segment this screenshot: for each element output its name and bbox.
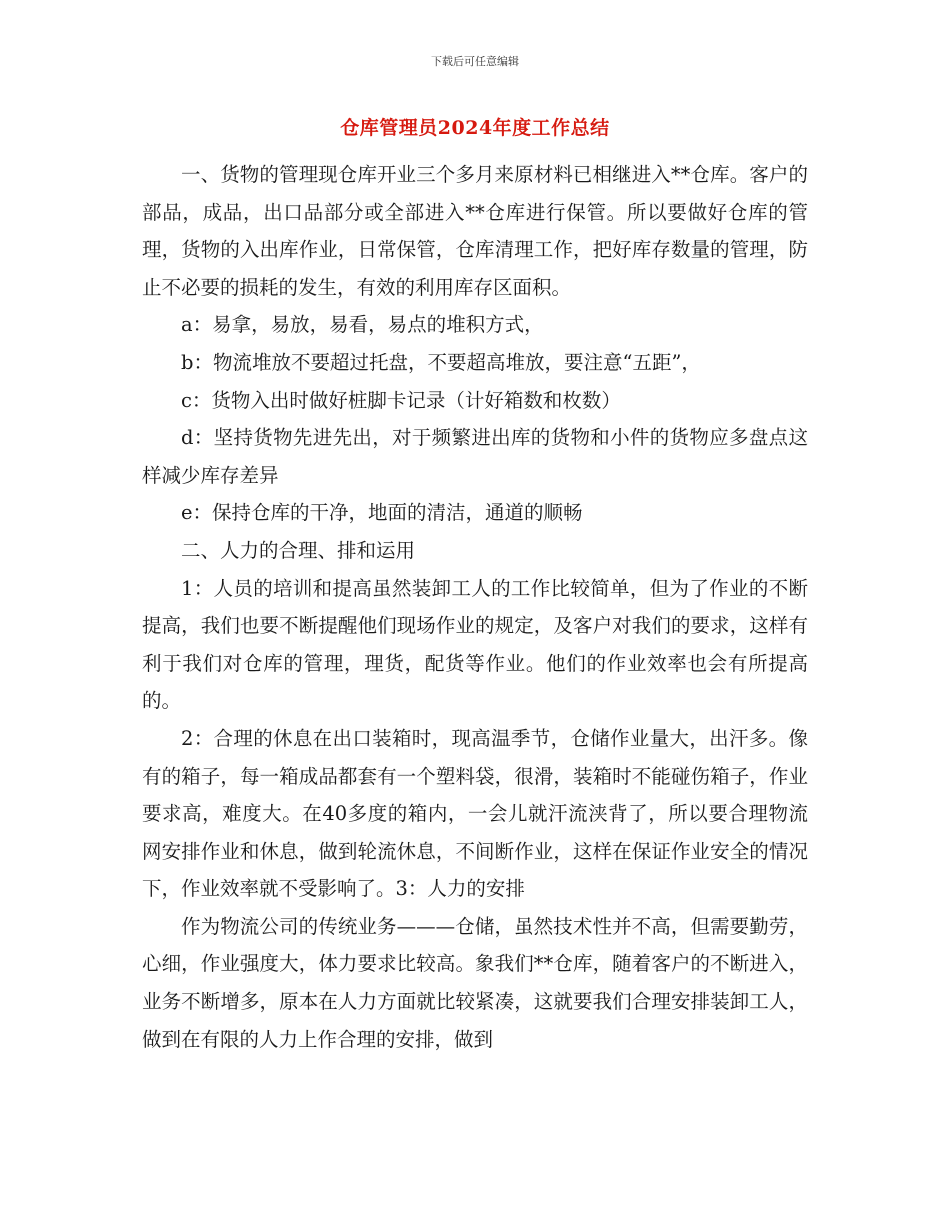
document-title: 仓库管理员2024年度工作总结: [340, 117, 610, 139]
paragraph-warehousing-business: 作为物流公司的传统业务———仓储，虽然技术性并不高，但需要勤劳，心细，作业强度大，体力要求比较高。象我们**仓库，随着客户的不断进入，业务不断增多，原本在人力方面就比较紧凑，这就要我们合理安排装卸工人，做到在有限的人力上作合理的安排，做到: [142, 914, 808, 1051]
paragraph-staff-training: 1：人员的培训和提高虽然装卸工人的工作比较简单，但为了作业的不断提高，我们也要不断提醒他们现场作业的规定，及客户对我们的要求，这样有利于我们对仓库的管理，理货，配货等作业。他们的作业效率也会有所提高的。: [142, 576, 808, 713]
paragraph-item-d: d：坚持货物先进先出，对于频繁进出库的货物和小件的货物应多盘点这样减少库存差异: [142, 426, 808, 487]
paragraph-goods-management: 一、货物的管理现仓库开业三个多月来原材料已相继进入**仓库。客户的部品，成品，出口品部分或全部进入**仓库进行保管。所以要做好仓库的管理，货物的入出库作业，日常保管，仓库清理工作，把好库存数量的管理，防止不必要的损耗的发生，有效的利用库存区面积。: [142, 163, 808, 299]
paragraph-reasonable-rest: 2：合理的休息在出口装箱时，现高温季节，仓储作业量大，出汗多。像有的箱子，每一箱成品都套有一个塑料袋，很滑，装箱时不能碰伤箱子，作业要求高，难度大。在40多度的箱内，一会儿就汗流浃背了，所以要合理物流网安排作业和休息，做到轮流休息，不间断作业，这样在保证作业安全的情况下，作业效率就不受影响了。3：人力的安排: [142, 726, 808, 901]
paragraph-section-two-heading: 二、人力的合理、排和运用: [181, 538, 416, 562]
paragraph-item-e: e：保持仓库的干净，地面的清洁，通道的顺畅: [181, 501, 583, 525]
document-body: [142, 156, 808, 1058]
paragraph-item-a: a：易拿，易放，易看，易点的堆积方式，: [181, 313, 544, 337]
paragraph-item-c: c：货物入出时做好桩脚卡记录（计好箱数和枚数）: [181, 388, 621, 412]
paragraph-item-b: b：物流堆放不要超过托盘，不要超高堆放，要注意“五距”，: [181, 350, 701, 374]
header-note: 下载后可任意编辑: [431, 55, 519, 68]
